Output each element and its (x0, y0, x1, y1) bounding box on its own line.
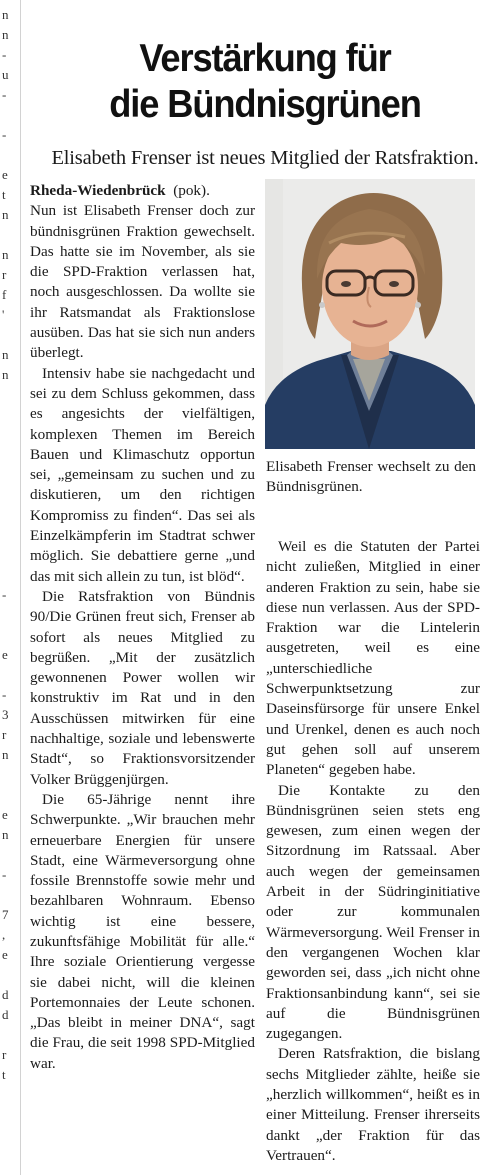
headline-line-2: die Bündnisgrünen (109, 83, 421, 126)
gutter-fragment: e (2, 167, 8, 182)
article-paragraph: Die 65-Jährige nennt ihre Schwerpunkte. „Wir brauchen mehr erneuerbare Energien für unsere Stadt, eine Wärmeversorgung ohne fossile Brennstoffe sowie mehr und bezahlbaren Wohnraum. Ebenso wichtig ist eine bessere, zukunftsfähige Mobilität für alle.“ Ihre soziale Orientierung vergesse sie dabei nicht, will die kleinen Portemonnaies der Leute schonen. „Das bleibt in meiner DNA“, sagt die Frau, die seit 1998 SPD-Mitglied war. (30, 790, 255, 1072)
adjacent-column-fragments (0, 0, 20, 1175)
gutter-fragment: u (2, 67, 9, 82)
gutter-fragment: e (2, 647, 8, 662)
article-paragraph: Deren Ratsfraktion, die bislang sechs Mitglieder zählte, heiße sie „herzlich willkommen“, heißt es in einer Mitteilung. Frenser ihrerseits dankt „der Fraktion für das Vertrauen“. (266, 1045, 480, 1164)
gutter-fragment: n (2, 27, 9, 42)
paragraph-text: Nun ist Elisabeth Frenser doch zur bündnisgrünen Fraktion gewechselt. Das hatte sie im November, als sie die SPD-Fraktion verlassen hat, noch ausgeschlossen. Da wollte sie ihr Ratsmandat als Fraktionslose ausüben. Das hat sie sich nun anders überlegt. (30, 202, 255, 362)
headline (46, 36, 483, 128)
gutter-fragment: n (2, 367, 9, 382)
gutter-fragment: - (2, 47, 7, 62)
gutter-fragment: t (2, 187, 6, 202)
article-column-right (266, 537, 480, 1166)
portrait-photo (265, 179, 475, 449)
gutter-fragment: n (2, 347, 9, 362)
gutter-fragment: e (2, 947, 8, 962)
gutter-fragment: f (2, 287, 7, 302)
gutter-fragment: t (2, 1067, 6, 1082)
dateline: Rheda-Wiedenbrück (30, 182, 166, 199)
portrait-illustration (265, 179, 475, 449)
gutter-fragment: 7 (2, 907, 9, 922)
gutter-fragment: - (2, 127, 7, 142)
gutter-fragment: - (2, 867, 7, 882)
article-paragraph: Die Kontakte zu den Bündnisgrünen seien stets eng gewesen, zum einen wegen der Sitzordnung im Ratssaal. Aber auch wegen der gemeinsamen Arbeit in der Südringinitiative oder zur kommunalen Wärmeversorgung. Weil Frenser in den vergangenen Wochen klar geworden sei, dass „ich nicht ohne Fraktionsanbindung kann“, sei sie auf die Bündnisgrünen zugegangen. (266, 781, 480, 1043)
headline-line-1: Verstärkung für (139, 37, 391, 80)
gutter-fragment: d (2, 1007, 9, 1022)
gutter-fragment: , (2, 927, 6, 942)
article-paragraph: Die Ratsfraktion von Bündnis 90/Die Grünen freut sich, Frenser ab sofort als neues Mitglied zu begrüßen. „Mit der zusätzlich gewonnenen Power wollen wir konstruktiv im Rat und in den Ausschüssen mitwirken für eine nachhaltige, soziale und lebenswerte Stadt“, so Fraktionsvorsitzender Volker Brüggenjürgen. (30, 587, 255, 788)
gutter-fragment: ' (2, 307, 5, 322)
gutter-fragment: r (2, 1047, 7, 1062)
gutter-fragment: n (2, 247, 9, 262)
gutter-fragment: n (2, 827, 9, 842)
article-paragraph: Intensiv habe sie nachgedacht und sei zu dem Schluss gekommen, dass es angesichts der vielfältigen, komplexen Themen im Bereich Bauen und Klimaschutz opportun sei, „gemeinsam zu suchen und zu diskutieren, um den richtigen Kompromiss zu finden“. Das sei als Einzelkämpferin im Stadtrat schwer möglich. Sie debattiere gerne „und das mit sich allein zu tun, ist blöd“. (30, 364, 255, 585)
gutter-fragment: n (2, 207, 9, 222)
article-paragraph: Weil es die Statuten der Partei nicht zuließen, Mitglied in einer anderen Fraktion zu sein, habe sie diese nun verlassen. Aus der SPD-Fraktion war die Lintelerin ausgetreten, weil es eine „unterschiedliche Schwerpunktsetzung zur Daseinsfürsorge für unsere Enkel und Urenkel, denen es auch noch gut gehen soll auf unserem Planeten“ gegeben habe. (266, 538, 480, 779)
gutter-fragment: n (2, 747, 9, 762)
gutter-fragment: n (2, 7, 9, 22)
gutter-fragment: 3 (2, 707, 9, 722)
photo-caption: Elisabeth Frenser wechselt zu den Bündnisgrünen. (266, 458, 476, 496)
article-column-left (30, 181, 255, 1074)
gutter-fragment: r (2, 727, 7, 742)
gutter-fragment: - (2, 87, 7, 102)
gutter-fragment: - (2, 687, 7, 702)
column-divider (20, 0, 21, 1175)
gutter-fragment: r (2, 267, 7, 282)
gutter-fragment: - (2, 587, 7, 602)
byline: (pok). (173, 182, 210, 199)
gutter-fragment: e (2, 807, 8, 822)
gutter-fragment: d (2, 987, 9, 1002)
subheadline: Elisabeth Frenser ist neues Mitglied der Ratsfraktion. (51, 147, 479, 169)
lead-paragraph (30, 181, 255, 364)
